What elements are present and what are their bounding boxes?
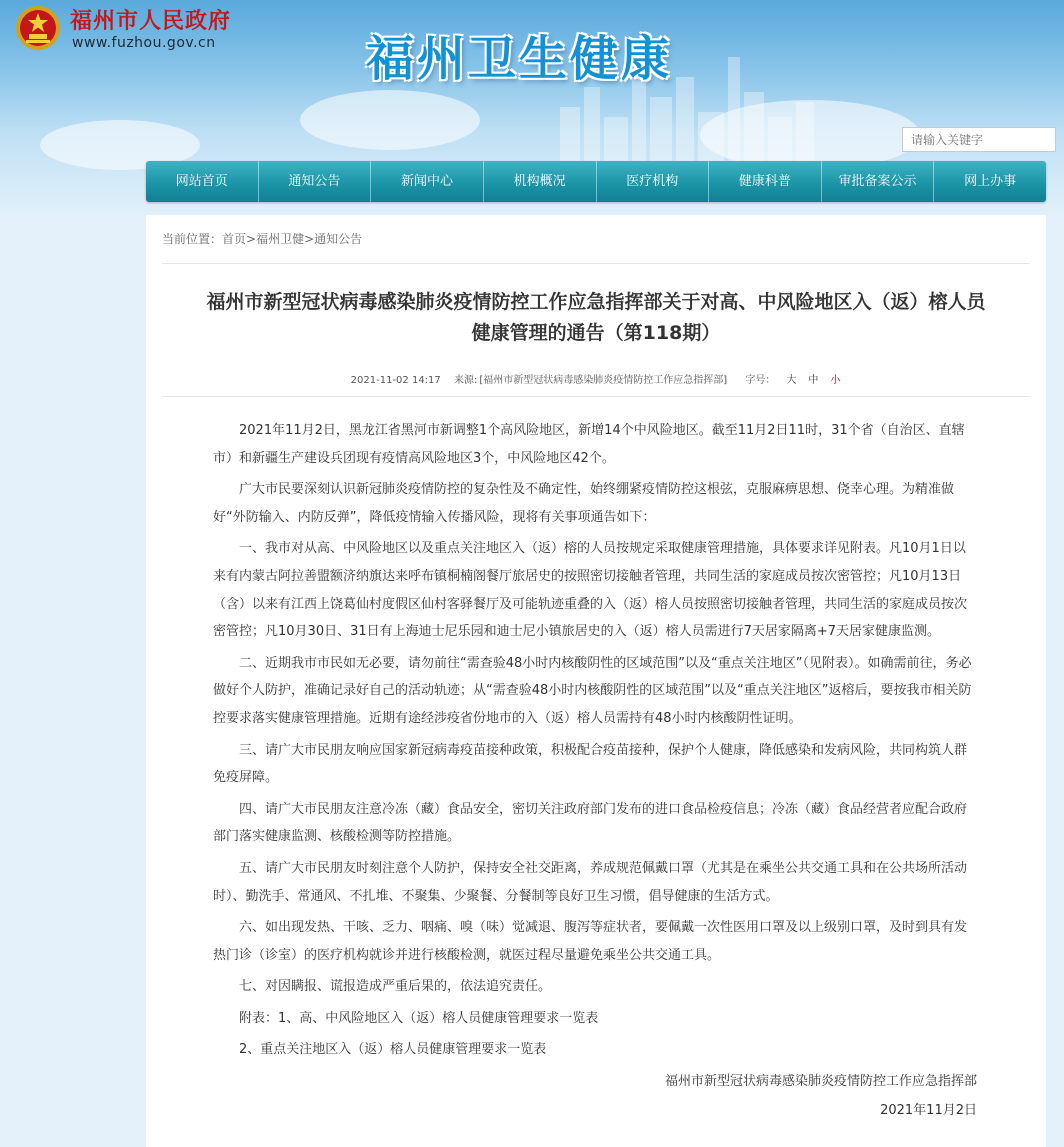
breadcrumb-separator: > bbox=[246, 232, 257, 246]
paragraph: 2021年11月2日，黑龙江省黑河市新调整1个高风险地区，新增14个中风险地区。截至11月2日11时，31个省（自治区、直辖市）和新疆生产建设兵团现有疫情高风险地区3个，中风险地区42个。 bbox=[213, 423, 965, 466]
gov-url[interactable]: www.fuzhou.gov.cn bbox=[72, 35, 216, 51]
main-nav bbox=[146, 161, 1046, 202]
breadcrumb-separator: > bbox=[304, 232, 315, 246]
sign-date: 2021年11月2日 bbox=[880, 1103, 977, 1119]
breadcrumb-notices[interactable]: 通知公告 bbox=[314, 232, 363, 246]
attachment-2: 2、重点关注地区入（返）榕人员健康管理要求一览表 bbox=[239, 1042, 547, 1058]
font-size-large[interactable]: 大 bbox=[786, 375, 797, 386]
divider bbox=[162, 396, 1030, 397]
article-title-line1: 福州市新型冠状病毒感染肺炎疫情防控工作应急指挥部关于对高、中风险地区入（返）榕人员 bbox=[206, 291, 986, 313]
paragraph: 二、近期我市市民如无必要，请勿前往“需查验48小时内核酸阴性的区域范围”以及“重点关注地区”（见附表）。如确需前往，务必做好个人防护，准确记录好自己的活动轨迹；从“需查验48小时内核酸阴性的区域范围”以及“重点关注地区”返榕后，要按我市相关防控要求落实健康管理措施。近期有途经涉疫省份地市的入（返）榕人员需持有48小时内核酸阴性证明。 bbox=[213, 655, 972, 726]
attachment-1: 附表：1、高、中风险地区入（返）榕人员健康管理要求一览表 bbox=[239, 1010, 599, 1026]
nav-item-medical[interactable]: 医疗机构 bbox=[597, 161, 710, 202]
cloud-decoration bbox=[300, 90, 480, 150]
breadcrumb-home[interactable]: 首页 bbox=[222, 232, 247, 246]
nav-item-news[interactable]: 新闻中心 bbox=[371, 161, 484, 202]
breadcrumb-fuzhou-health[interactable]: 福州卫健 bbox=[256, 232, 305, 246]
source-field bbox=[454, 375, 727, 386]
breadcrumb-prefix: 当前位置： bbox=[162, 232, 223, 246]
paragraph: 三、请广大市民朋友响应国家新冠病毒疫苗接种政策，积极配合疫苗接种，保护个人健康，降低感染和发病风险，共同构筑人群免疫屏障。 bbox=[213, 742, 968, 786]
paragraph: 一、我市对从高、中风险地区以及重点关注地区入（返）榕的人员按规定采取健康管理措施，具体要求详见附表。凡10月1日以来有内蒙古阿拉善盟额济纳旗达来呼布镇桐楠阁餐厅旅居史的按照密切接触者管理，共同生活的家庭成员按次密管控；凡10月13日（含）以来有江西上饶葛仙村度假区仙村客驿餐厅及可能轨迹重叠的入（返）榕人员按照密切接触者管理，共同生活的家庭成员按次密管控；凡10月30日、31日有上海迪士尼乐园和迪士尼小镇旅居史的入（返）榕人员需进行7天居家隔离+7天居家健康监测。 bbox=[213, 541, 968, 640]
nav-item-about[interactable]: 机构概况 bbox=[484, 161, 597, 202]
signature: 福州市新型冠状病毒感染肺炎疫情防控工作应急指挥部 bbox=[664, 1074, 977, 1090]
font-size-small[interactable]: 小 bbox=[830, 375, 841, 386]
article-body bbox=[213, 417, 977, 1124]
breadcrumb bbox=[162, 229, 1030, 264]
paragraph: 五、请广大市民朋友时刻注意个人防护，保持安全社交距离，养成规范佩戴口罩（尤其是在乘坐公共交通工具和在公共场所活动时）、勤洗手、常通风、不扎堆、不聚集、少聚餐、分餐制等良好卫生习惯，倡导健康的生活方式。 bbox=[213, 860, 968, 904]
source-label: 来源: bbox=[453, 375, 478, 386]
search-input[interactable] bbox=[902, 127, 1056, 152]
font-size-label: 字号： bbox=[745, 375, 776, 386]
nav-item-home[interactable]: 网站首页 bbox=[146, 161, 259, 202]
publish-date: 2021-11-02 14:17 bbox=[350, 375, 441, 386]
paragraph: 四、请广大市民朋友注意冷冻（藏）食品安全，密切关注政府部门发布的进口食品检疫信息；冷冻（藏）食品经营者应配合政府部门落实健康监测、核酸检测等防控措施。 bbox=[213, 801, 968, 845]
site-title: 福州卫生健康 bbox=[366, 31, 673, 87]
paragraph: 六、如出现发热、干咳、乏力、咽痛、嗅（味）觉减退、腹泻等症状者，要佩戴一次性医用口罩及以上级别口罩，及时到具有发热门诊（诊室）的医疗机构就诊并进行核酸检测，就医过程尽量避免乘坐公共交通工具。 bbox=[213, 920, 968, 963]
paragraph: 七、对因瞒报、谎报造成严重后果的，依法追究责任。 bbox=[239, 979, 552, 995]
nav-item-approval[interactable]: 审批备案公示 bbox=[822, 161, 935, 202]
article-title-line2: 健康管理的通告（第118期） bbox=[471, 322, 721, 344]
content-panel bbox=[146, 215, 1046, 1147]
nav-item-online-service[interactable]: 网上办事 bbox=[964, 174, 1017, 189]
article-meta bbox=[146, 371, 1046, 386]
gov-name[interactable]: 福州市人民政府 bbox=[70, 9, 232, 34]
article-title bbox=[176, 287, 1016, 349]
font-size-medium[interactable]: 中 bbox=[808, 375, 819, 386]
source-value: [福州市新型冠状病毒感染肺炎疫情防控工作应急指挥部] bbox=[479, 375, 728, 386]
nav-item-notices[interactable]: 通知公告 bbox=[259, 161, 372, 202]
nav-item-health-science[interactable]: 健康科普 bbox=[709, 161, 822, 202]
national-emblem-icon bbox=[14, 4, 62, 52]
paragraph: 广大市民要深刻认识新冠肺炎疫情防控的复杂性及不确定性，始终绷紧疫情防控这根弦，克服麻痹思想、侥幸心理。为精准做好“外防输入、内防反弹”，降低疫情输入传播风险，现将有关事项通告如下： bbox=[213, 482, 955, 525]
